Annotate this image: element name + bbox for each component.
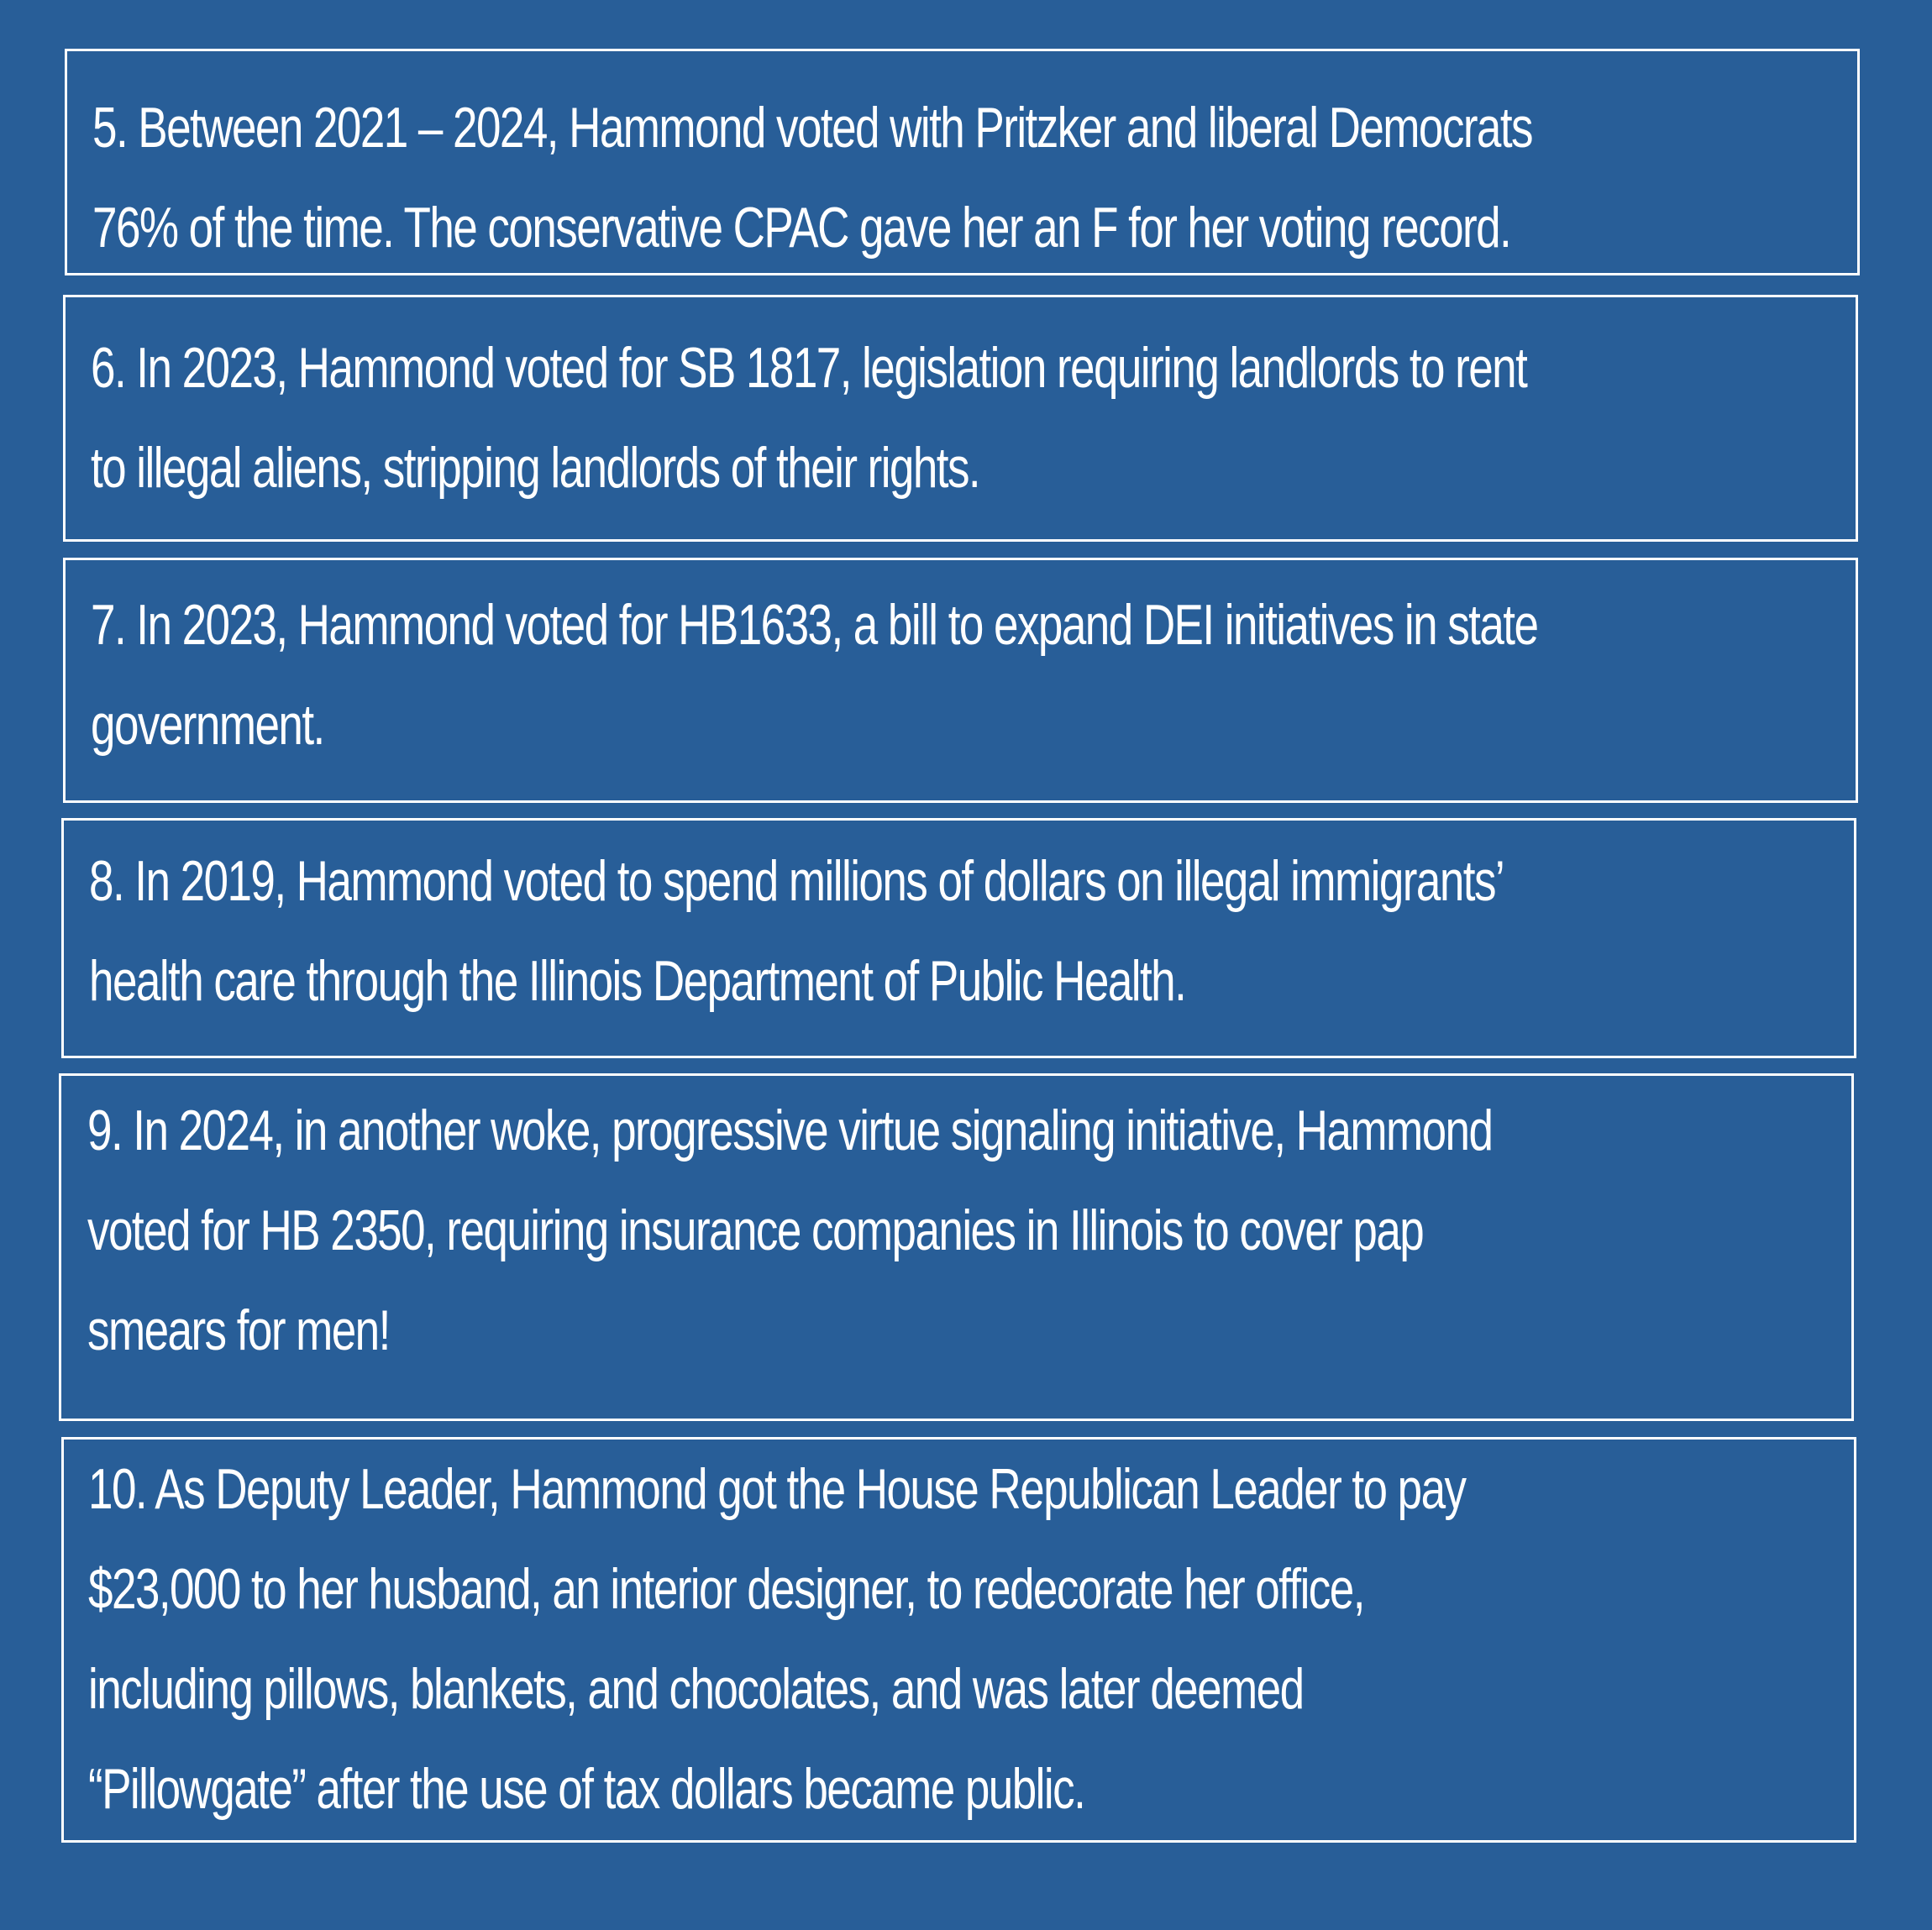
claim-text-line: 8. In 2019, Hammond voted to spend millions of dollars on illegal immigrants’ [89, 849, 1504, 913]
claim-item-6 [63, 295, 1858, 542]
claim-item-7 [63, 558, 1858, 803]
claim-text-line: 76% of the time. The conservative CPAC gave her an F for her voting record. [92, 196, 1511, 260]
claim-item-9 [59, 1073, 1854, 1421]
claim-text-line: $23,000 to her husband, an interior designer, to redecorate her office, [88, 1557, 1364, 1621]
claim-text-line: including pillows, blankets, and chocolates, and was later deemed [88, 1657, 1304, 1721]
claim-item-5 [65, 49, 1860, 275]
claim-text-line: 5. Between 2021 – 2024, Hammond voted with Pritzker and liberal Democrats [92, 96, 1533, 160]
claim-text-line: government. [91, 693, 324, 757]
claim-item-8 [61, 818, 1856, 1058]
claim-text-line: health care through the Illinois Department of Public Health. [89, 949, 1186, 1013]
claim-text-line: 10. As Deputy Leader, Hammond got the House Republican Leader to pay [88, 1457, 1466, 1521]
claim-text-line: “Pillowgate” after the use of tax dollars became public. [88, 1757, 1085, 1821]
claim-text-line: 9. In 2024, in another woke, progressive virtue signaling initiative, Hammond [87, 1099, 1493, 1162]
claim-text-line: to illegal aliens, stripping landlords of their rights. [91, 436, 980, 500]
claim-item-10 [61, 1437, 1856, 1843]
claim-text-line: voted for HB 2350, requiring insurance companies in Illinois to cover pap [87, 1198, 1424, 1262]
claim-text-line: 7. In 2023, Hammond voted for HB1633, a bill to expand DEI initiatives in state [91, 593, 1538, 657]
claim-text-line: 6. In 2023, Hammond voted for SB 1817, legislation requiring landlords to rent [91, 336, 1527, 400]
claim-text-line: smears for men! [87, 1298, 390, 1362]
